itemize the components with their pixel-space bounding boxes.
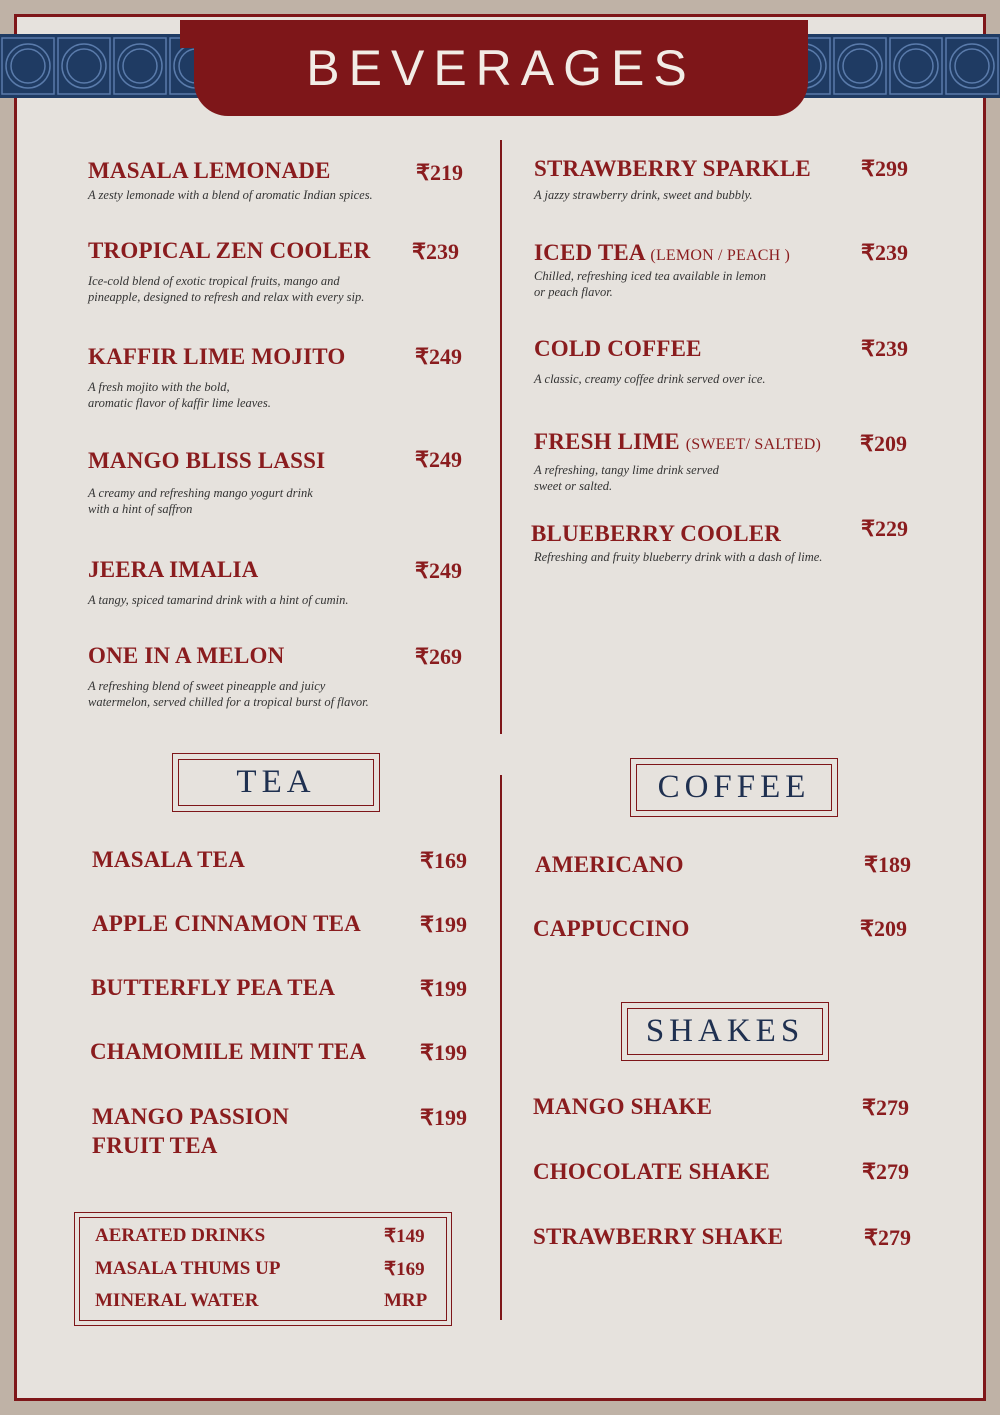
coffee-item-name: CAPPUCCINO (533, 916, 690, 941)
tea-item-name: MANGO PASSION (92, 1104, 290, 1129)
menu-item-name: BLUEBERRY COOLER (531, 521, 782, 546)
menu-item-price: ₹209 (860, 431, 907, 456)
menu-item-variant: (LEMON / PEACH ) (650, 247, 791, 264)
menu-item-name: KAFFIR LIME MOJITO (88, 344, 346, 369)
menu-item-price: ₹219 (416, 160, 463, 185)
other-item-name: MASALA THUMS UP (95, 1258, 281, 1279)
menu-item-price: ₹239 (861, 336, 908, 361)
page-title: BEVERAGES (306, 40, 696, 96)
shake-item-name: MANGO SHAKE (533, 1094, 713, 1119)
other-item-name: AERATED DRINKS (95, 1225, 266, 1246)
menu-item-price: ₹229 (861, 516, 908, 541)
menu-item-name: ONE IN A MELON (88, 643, 285, 668)
menu-item-name: MASALA LEMONADE (88, 158, 331, 183)
other-item-price: MRP (384, 1290, 428, 1311)
menu-item-price: ₹239 (412, 239, 459, 264)
tea-item-name: MASALA TEA (92, 847, 246, 872)
menu-item-name-main: FRESH LIME (534, 429, 680, 454)
tea-item-price: ₹199 (420, 1105, 467, 1130)
menu-item-description: A creamy and refreshing mango yogurt drink (88, 486, 313, 500)
menu-item-description: A zesty lemonade with a blend of aromatic Indian spices. (88, 188, 373, 202)
coffee-item-price: ₹189 (864, 852, 911, 877)
tea-item-price: ₹199 (420, 1040, 467, 1065)
menu-item-name: COLD COFFEE (534, 336, 702, 361)
menu-item-description: with a hint of saffron (88, 502, 193, 516)
menu-item-description: aromatic flavor of kaffir lime leaves. (88, 396, 271, 410)
menu-item-description: Ice-cold blend of exotic tropical fruits, mango and (88, 274, 340, 288)
tea-item-price: ₹199 (420, 976, 467, 1001)
decorative-pattern-band-right (780, 34, 1000, 98)
menu-item-description: sweet or salted. (534, 479, 613, 493)
menu-item-name (534, 429, 821, 455)
menu-item-description: A tangy, spiced tamarind drink with a hint of cumin. (88, 593, 349, 607)
coffee-section-heading: COFFEE (636, 764, 832, 811)
menu-item-description: pineapple, designed to refresh and relax with every sip. (88, 290, 365, 304)
menu-item-name: JEERA IMALIA (88, 557, 259, 582)
other-item-price: ₹149 (384, 1226, 425, 1247)
tea-item-price: ₹169 (420, 848, 467, 873)
menu-item-description: A refreshing blend of sweet pineapple and juicy (88, 679, 326, 693)
shake-item-name: STRAWBERRY SHAKE (533, 1224, 784, 1249)
shake-item-price: ₹279 (864, 1225, 911, 1250)
tea-item-price: ₹199 (420, 912, 467, 937)
coffee-item-price: ₹209 (860, 916, 907, 941)
other-item-name: MINERAL WATER (95, 1290, 259, 1311)
menu-item-name: MANGO BLISS LASSI (88, 448, 326, 473)
menu-item-name: TROPICAL ZEN COOLER (88, 238, 371, 263)
tea-section-heading: TEA (178, 759, 374, 806)
menu-item-description: A classic, creamy coffee drink served over ice. (534, 372, 766, 386)
shake-item-price: ₹279 (862, 1159, 909, 1184)
coffee-item-name: AMERICANO (535, 852, 684, 877)
column-divider-bottom (500, 775, 502, 1320)
menu-item-price: ₹299 (861, 156, 908, 181)
menu-item-variant: (SWEET/ SALTED) (685, 436, 822, 453)
menu-item-name-main: ICED TEA (534, 240, 645, 265)
tea-item-name: APPLE CINNAMON TEA (92, 911, 361, 936)
menu-item-description: A jazzy strawberry drink, sweet and bubbly. (534, 188, 753, 202)
shake-item-name: CHOCOLATE SHAKE (533, 1159, 771, 1184)
shakes-section-heading-box (621, 1002, 829, 1061)
menu-item-name: STRAWBERRY SPARKLE (534, 156, 811, 181)
menu-item-description: watermelon, served chilled for a tropical burst of flavor. (88, 695, 369, 709)
tea-section-heading-box (172, 753, 380, 812)
menu-item-price: ₹269 (415, 644, 462, 669)
shake-item-price: ₹279 (862, 1095, 909, 1120)
tea-item-name: FRUIT TEA (92, 1133, 218, 1158)
menu-item-description: A refreshing, tangy lime drink served (534, 463, 719, 477)
menu-item-description: A fresh mojito with the bold, (88, 380, 230, 394)
other-item-price: ₹169 (384, 1259, 425, 1280)
menu-item-price: ₹249 (415, 447, 462, 472)
tea-item-name: CHAMOMILE MINT TEA (90, 1039, 367, 1064)
menu-item-price: ₹239 (861, 240, 908, 265)
column-divider-top (500, 140, 502, 734)
menu-item-description: or peach flavor. (534, 285, 613, 299)
tea-item-name: BUTTERFLY PEA TEA (91, 975, 336, 1000)
shakes-section-heading: SHAKES (627, 1008, 823, 1055)
coffee-section-heading-box (630, 758, 838, 817)
menu-item-name (534, 240, 790, 266)
menu-item-description: Refreshing and fruity blueberry drink with a dash of lime. (534, 550, 823, 564)
menu-item-price: ₹249 (415, 558, 462, 583)
menu-item-description: Chilled, refreshing iced tea available in lemon (534, 269, 767, 283)
menu-item-price: ₹249 (415, 344, 462, 369)
title-banner (194, 20, 808, 116)
